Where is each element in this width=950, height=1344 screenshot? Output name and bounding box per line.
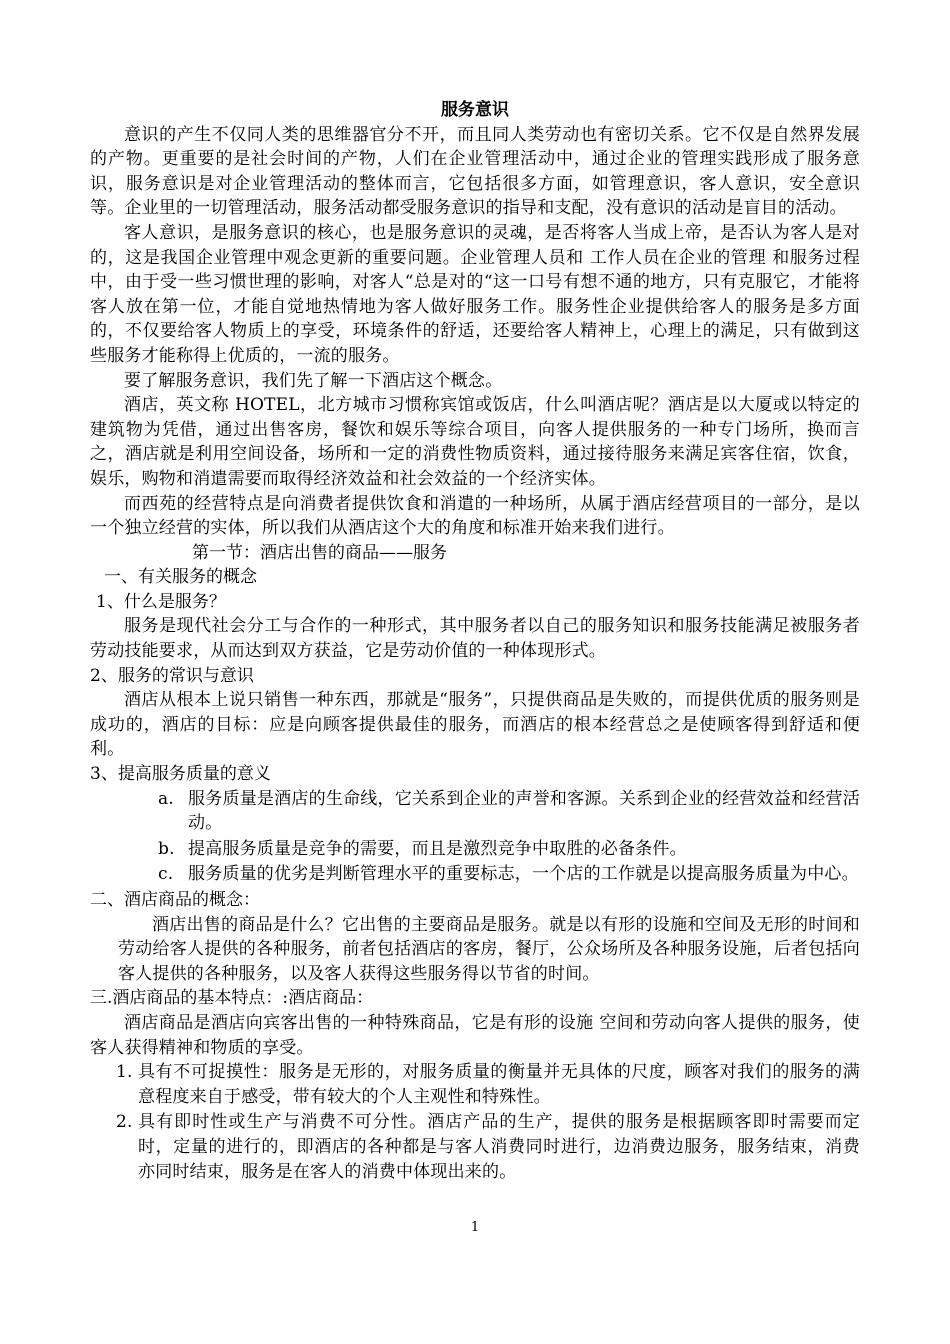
paragraph-4: 酒店，英文称 HOTEL，北方城市习惯称宾馆或饭店，什么叫酒店呢？酒店是以大厦或以特定的建筑物为凭借，通过出售客房，餐饮和娱乐等综合项目，向客人提供服务的一种专门场所，换而言之，酒店就是利用空间设备，场所和一定的消费性物质资料，通过接待服务来满足宾客住宿，饮食，娱乐，购物和消遣需要而取得经济效益和社会效益的一个经济实体。 <box>90 395 860 489</box>
paragraph-8: 酒店出售的商品是什么？它出售的主要商品是服务。就是以有形的设施和空间及无形的时间和劳动给客人提供的各种服务，前者包括酒店的客房，餐厅，公众场所及各种服务设施，后者包括向客人提供的各种服务，以及客人获得这些服务得以节省的时间。 <box>118 914 860 984</box>
section-heading-1: 第一节：酒店出售的商品——服务 <box>192 542 447 563</box>
list-item <box>90 787 860 836</box>
heading-3: 三.酒店商品的基本特点：:酒店商品： <box>90 988 374 1009</box>
list-item <box>90 1110 860 1184</box>
list-item-text: 提高服务质量是竞争的需要，而且是激烈竞争中取胜的必备条件。 <box>188 838 687 859</box>
list-marker: c. <box>158 864 174 885</box>
list-item-text: 具有即时性或生产与消费不可分性。酒店产品的生产，提供的服务是根据顾客即时需要而定时，定量的进行的，即酒店的各种都是与客人消费同时进行，边消费边服务，服务结束，消费亦同时结束，服务是在客人的消费中体现出来的。 <box>138 1112 860 1182</box>
list-marker: a. <box>158 788 174 809</box>
numbered-list <box>90 1060 860 1184</box>
paragraph-7: 酒店从根本上说只销售一种东西，那就是“服务”，只提供商品是失败的，而提供优质的服务则是成功的，酒店的目标：应是向顾客提供最佳的服务，而酒店的根本经营总之是使顾客得到舒适和便利。 <box>90 690 860 760</box>
heading-1: 一、有关服务的概念 <box>104 567 257 588</box>
paragraph-1: 意识的产生不仅同人类的思维器官分不开，而且同人类劳动也有密切关系。它不仅是自然界发展的产物。更重要的是社会时间的产物，人们在企业管理活动中，通过企业的管理实践形成了服务意识，服务意识是对企业管理活动的整体而言，它包括很多方面，如管理意识，客人意识，安全意识等。企业里的一切管理活动，服务活动都受服务意识的指导和支配，没有意识的活动是盲目的活动。 <box>90 124 860 219</box>
paragraph-5: 而西苑的经营特点是向消费者提供饮食和消遣的一种场所，从属于酒店经营项目的一部分，是以一个独立经营的实体，所以我们从酒店这个大的角度和标准开始来我们进行。 <box>90 493 860 539</box>
heading-1-1: 1、什么是服务？ <box>96 591 226 612</box>
paragraph-2: 客人意识，是服务意识的核心，也是服务意识的灵魂，是否将客人当成上帝，是否认为客人是对的，这是我国企业管理中观念更新的重要问题。企业管理人员和 工作人员在企业的管理 和服务过程中，由于受一些习惯世理的影响，对客人“总是对的“这一口号有想不通的地方，只有克服它，才能将客人放在第一位，才能自觉地热情地为客人做好服务工作。服务性企业提供给客人的服务是多方面的，不仅要给客人物质上的享受，环境条件的舒适，还要给客人精神上，心理上的满足，只有做到这些服务才能称得上优质的，一流的服务。 <box>90 222 860 366</box>
heading-2: 二、酒店商品的概念： <box>90 890 260 910</box>
list-marker: 2. <box>116 1112 133 1133</box>
paragraph-3: 要了解服务意识，我们先了解一下酒店这个概念。 <box>124 370 503 391</box>
list-item <box>90 1060 860 1109</box>
list-item-text: 具有不可捉摸性：服务是无形的，对服务质量的衡量并无具体的尺度，顾客对我们的服务的满意程度来自于感受，带有较大的个人主观性和特殊性。 <box>138 1062 860 1107</box>
document-page <box>90 98 860 1185</box>
page-number: 1 <box>470 1220 480 1235</box>
list-marker: 1. <box>116 1062 133 1083</box>
list-item-text: 服务质量的优劣是判断管理水平的重要标志，一个店的工作就是以提高服务质量为中心。 <box>188 864 859 885</box>
paragraph-9: 酒店商品是酒店向宾客出售的一种特殊商品，它是有形的设施 空间和劳动向客人提供的服务，使客人获得精神和物质的享受。 <box>90 1012 860 1058</box>
heading-1-2: 2、服务的常识与意识 <box>90 665 254 686</box>
document-title: 服务意识 <box>441 100 509 120</box>
alpha-list <box>90 787 860 887</box>
paragraph-6: 服务是现代社会分工与合作的一种形式，其中服务者以自己的服务知识和服务技能满足被服务者劳动技能要求，从而达到双方获益，它是劳动价值的一种体现形式。 <box>90 616 860 662</box>
list-marker: b. <box>158 838 175 859</box>
list-item <box>90 837 860 862</box>
list-item <box>90 862 860 887</box>
list-item-text: 服务质量是酒店的生命线，它关系到企业的声誉和客源。关系到企业的经营效益和经营活动。 <box>188 788 860 834</box>
heading-1-3: 3、提高服务质量的意义 <box>90 764 271 785</box>
